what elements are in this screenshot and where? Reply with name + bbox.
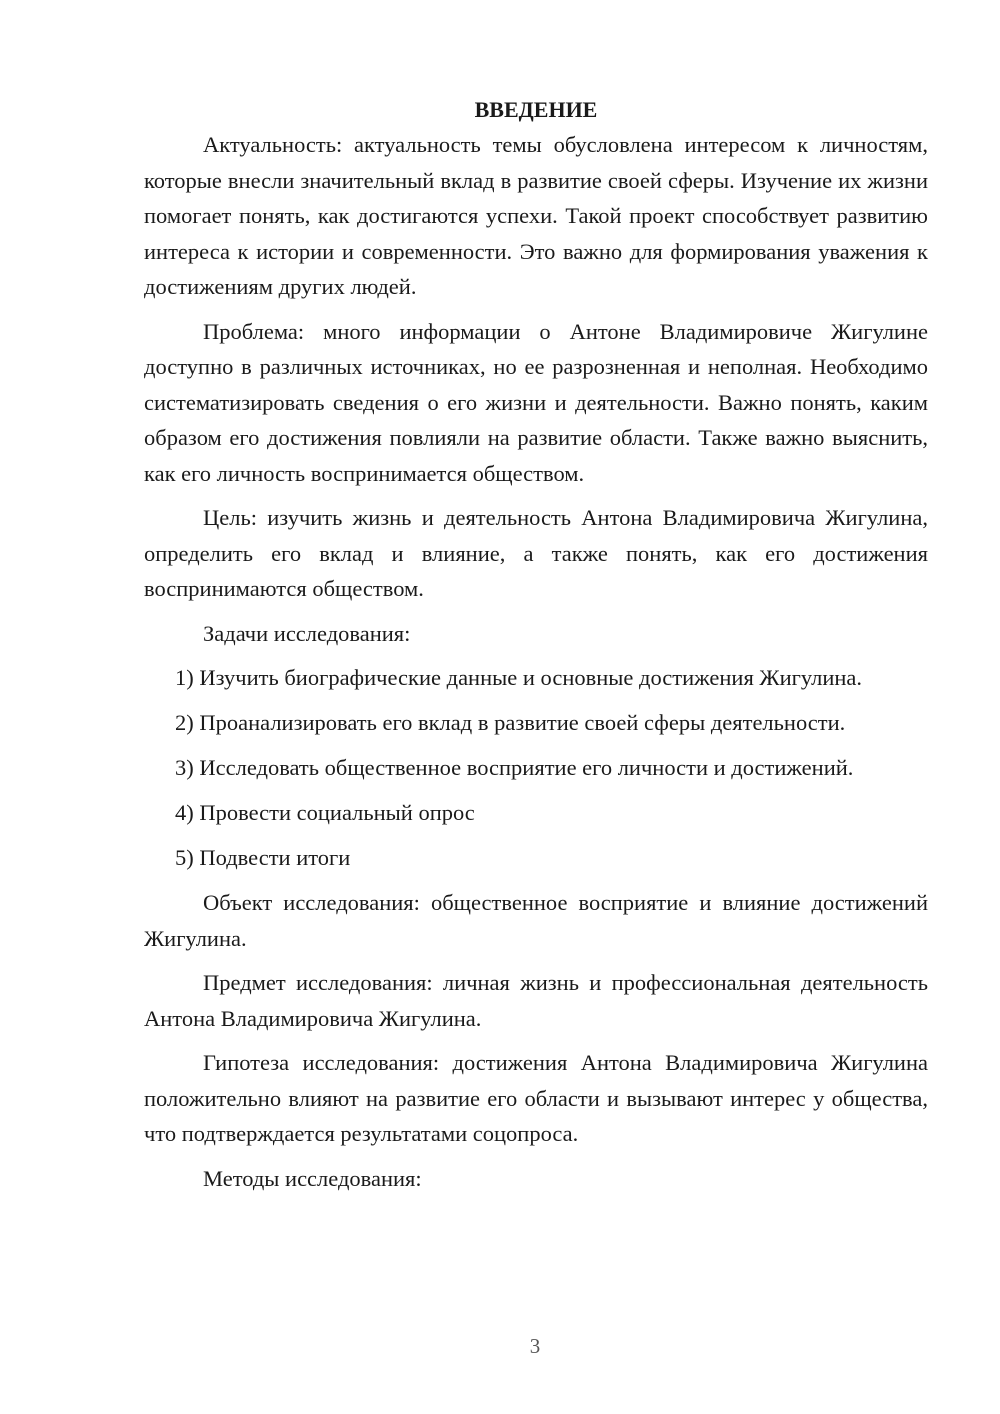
paragraph-relevance: Актуальность: актуальность темы обусловлена интересом к личностям, которые внесли значительный вклад в развитие своей сферы. Изучение их жизни помогает понять, как достигаются успехи. Такой проект способствует развитию интереса к истории и современности. Это важно для формирования уважения к достижениям других людей. [144,132,928,299]
page-number: 3 [529,1334,541,1358]
list-item: 5) Подвести итоги [175,845,351,870]
paragraph-problem: Проблема: много информации о Антоне Владимировиче Жигулине доступно в различных источниках, но ее разрозненная и неполная. Необходимо систематизировать сведения о его жизни и деятельности. Важно понять, каким образом его достижения повлияли на развитие области. Также важно выяснить, как его личность воспринимается обществом. [144,318,928,486]
list-item: 3) Исследовать общественное восприятие его личности и достижений. [175,755,854,780]
paragraph-methods: Методы исследования: [203,1165,422,1191]
paragraph-subject: Предмет исследования: личная жизнь и профессиональная деятельность Антона Владимировича Жигулина. [144,970,928,1031]
paragraph-goal: Цель: изучить жизнь и деятельность Антона Владимировича Жигулина, определить его вклад и влияние, а также понять, как его достижения воспринимаются обществом. [144,505,928,601]
list-item: 1) Изучить биографические данные и основные достижения Жигулина. [175,665,863,690]
list-item: 2) Проанализировать его вклад в развитие своей сферы деятельности. [175,710,846,735]
tasks-heading: Задачи исследования: [203,620,411,646]
section-title: ВВЕДЕНИЕ [474,97,598,122]
list-item: 4) Провести социальный опрос [175,800,475,825]
tasks-list [144,660,928,876]
page-content [144,95,928,1205]
paragraph-object: Объект исследования: общественное восприятие и влияние достижений Жигулина. [144,890,928,951]
paragraph-hypothesis: Гипотеза исследования: достижения Антона Владимировича Жигулина положительно влияют на развитие его области и вызывают интерес у общества, что подтверждается результатами соцопроса. [144,1050,928,1146]
